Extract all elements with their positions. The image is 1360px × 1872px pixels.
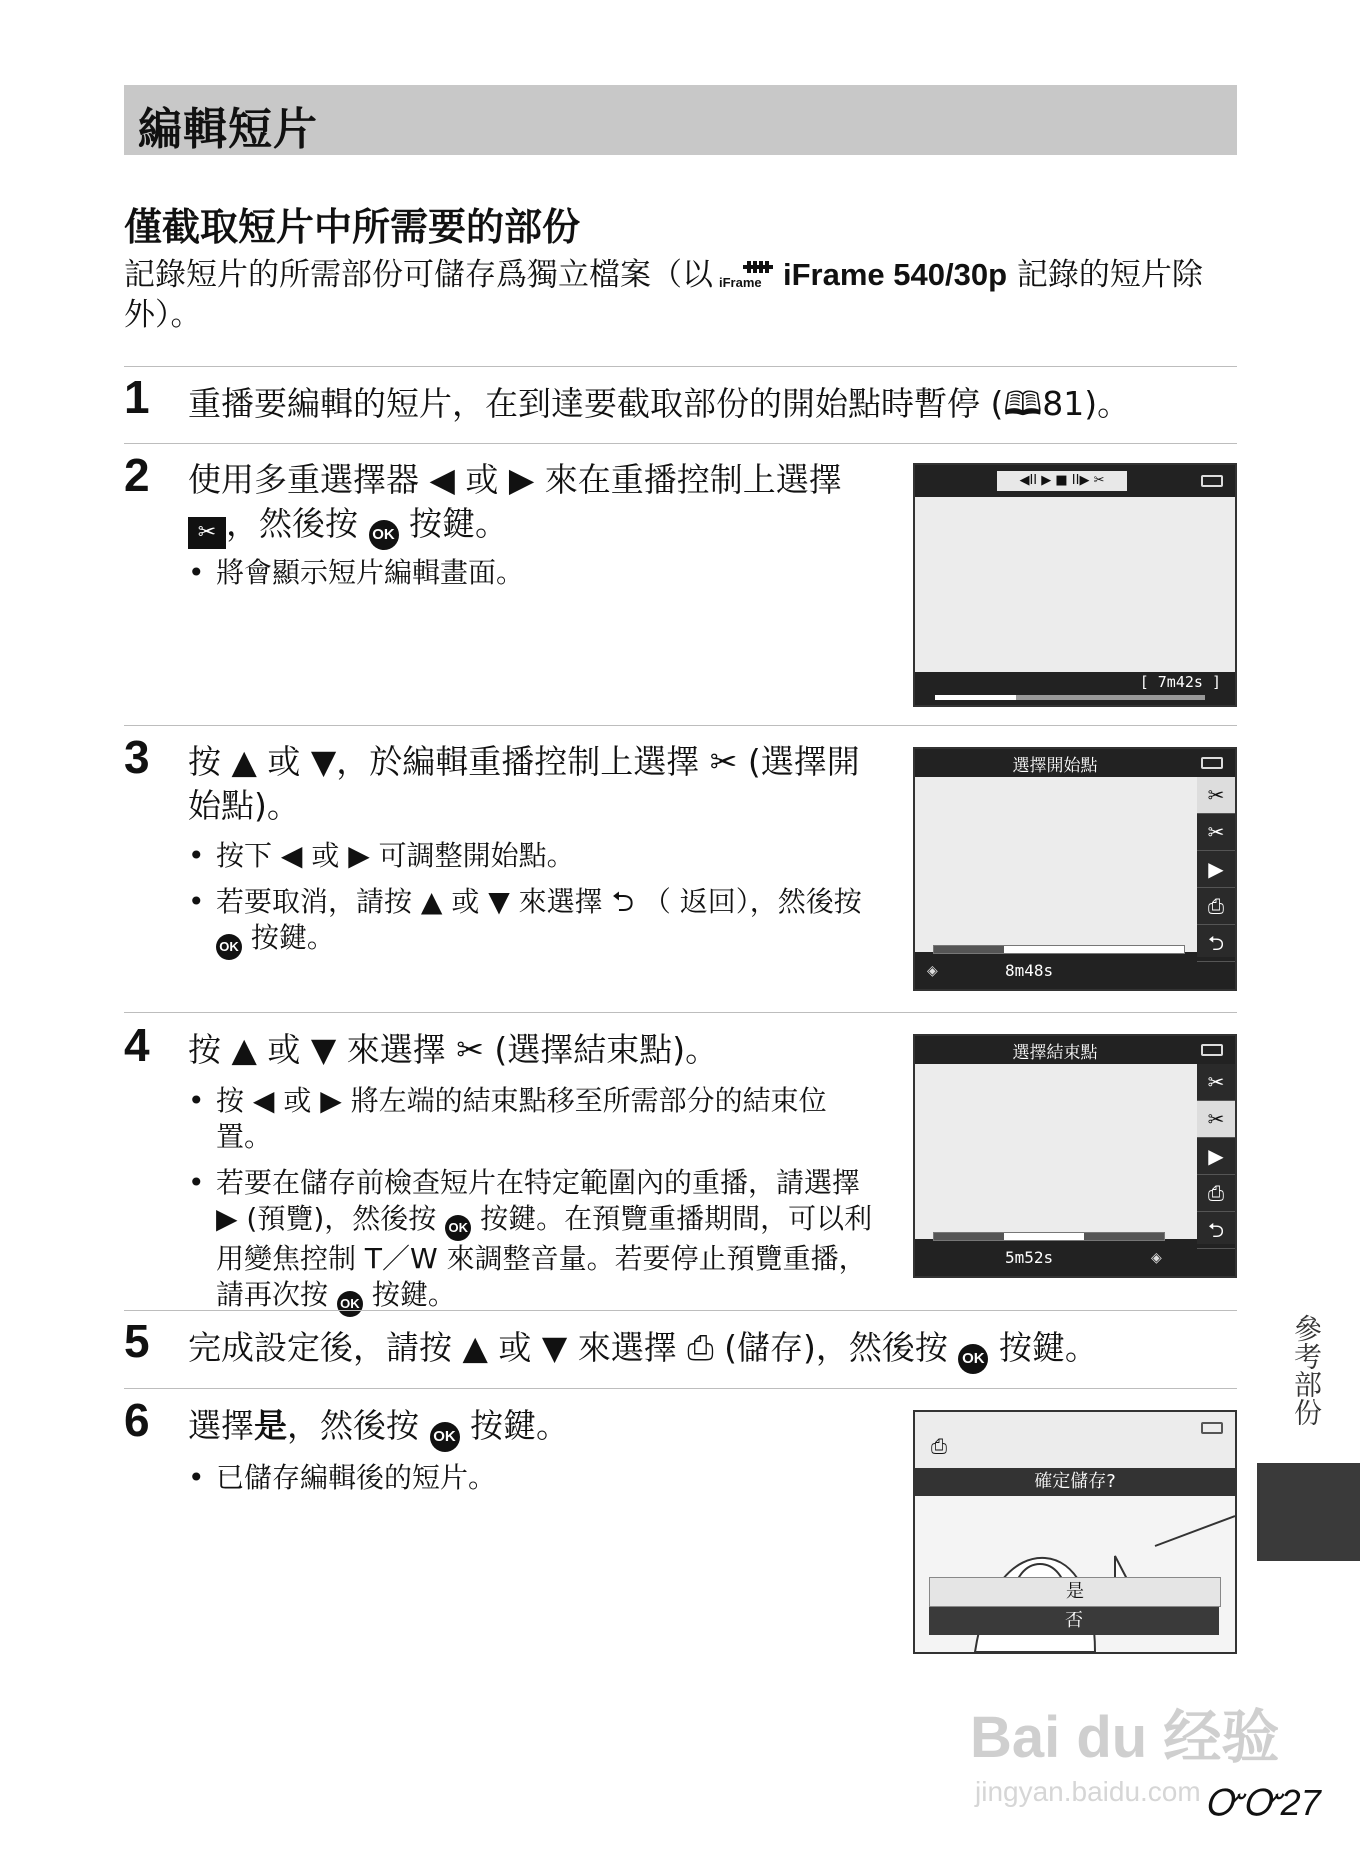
screen-title: 選擇開始點	[1012, 756, 1098, 776]
book-icon: 🕮	[1003, 384, 1043, 423]
step-2-bullets	[188, 555, 868, 601]
battery-icon	[1201, 757, 1223, 769]
edit-side-menu	[1197, 1064, 1235, 1244]
dial-icon: ◈	[1151, 1250, 1162, 1266]
ok-button-icon: OK	[216, 934, 242, 960]
save-icon: ⎙	[931, 1434, 947, 1458]
back-icon: ⮌	[1197, 1212, 1235, 1249]
divider	[124, 725, 1237, 726]
divider	[124, 1388, 1237, 1389]
step-number: 3	[124, 731, 150, 783]
step-1-text: 重播要編輯的短片，在到達要截取部份的開始點時暫停 (🕮81)。	[188, 384, 1131, 423]
preview-icon: ▶	[1197, 851, 1235, 888]
step-number: 1	[124, 371, 150, 423]
playback-controls: ◀II ▶ ■ II▶ ✂	[997, 471, 1127, 491]
divider	[124, 1310, 1237, 1311]
intro-paragraph	[124, 255, 1239, 335]
step-number: 2	[124, 449, 150, 501]
step-number: 4	[124, 1019, 150, 1071]
step-4-bullets	[188, 1083, 878, 1327]
camera-screen-end-point	[913, 1034, 1237, 1278]
save-icon: ⎙	[1197, 888, 1235, 925]
camera-screen-start-point	[913, 747, 1237, 991]
divider	[124, 366, 1237, 367]
trim-bar	[933, 1232, 1165, 1241]
step-number: 6	[124, 1394, 150, 1446]
trim-bar	[933, 945, 1185, 954]
step-6-text: 選擇是，然後按 OK 按鍵。	[188, 1404, 888, 1452]
thumb-index-tab	[1257, 1463, 1360, 1561]
step-4-text: 按 ▲ 或 ▼ 來選擇 ✂ (選擇結束點)。	[188, 1030, 719, 1069]
screen-title: 選擇結束點	[1012, 1043, 1098, 1063]
step-2-text: 使用多重選擇器 ◀ 或 ▶ 來在重播控制上選擇 ✂ ，然後按 OK 按鍵。	[188, 458, 878, 550]
screen-image-area	[915, 1064, 1197, 1239]
ok-button-icon: OK	[958, 1344, 988, 1374]
dial-icon: ◈	[927, 963, 938, 979]
divider	[124, 1012, 1237, 1013]
screen-image-area	[915, 777, 1197, 952]
intro-mode: iFrame 540/30p	[783, 257, 1008, 292]
step-3-text: 按 ▲ 或 ▼，於編輯重播控制上選擇 ✂ (選擇開始點)。	[188, 742, 860, 825]
step-3-bullets	[188, 838, 878, 970]
back-icon: ⮌	[1197, 925, 1235, 962]
step-6-bullets	[188, 1460, 878, 1506]
scissors-icon: ✂	[188, 517, 226, 549]
page-number: ᏅᏅ27	[1205, 1782, 1321, 1823]
bullet: • 將會顯示短片編輯畫面。	[188, 555, 868, 591]
end-point-icon: ✂	[1197, 814, 1235, 851]
chapter-title: 編輯短片	[138, 104, 318, 155]
camera-screen-save-confirm	[913, 1410, 1237, 1654]
divider	[124, 443, 1237, 444]
bullet: • 已儲存編輯後的短片。	[188, 1460, 878, 1496]
battery-icon	[1201, 1422, 1223, 1434]
intro-pre: 記錄短片的所需部份可儲存爲獨立檔案（以	[124, 257, 713, 293]
progress-track	[935, 695, 1205, 700]
watermark-logo: Bai du 经验	[970, 1705, 1280, 1770]
screen-time: 5m52s	[1005, 1248, 1054, 1267]
chapter-header	[124, 85, 1237, 155]
start-point-icon: ✂	[1197, 1064, 1235, 1101]
svg-text:iFrame: iFrame	[719, 275, 762, 289]
section-title: 僅截取短片中所需要的部份	[124, 205, 581, 249]
step-number: 5	[124, 1315, 150, 1367]
battery-icon	[1201, 475, 1223, 487]
ok-button-icon: OK	[430, 1422, 460, 1452]
bullet: • 按 ◀ 或 ▶ 將左端的結束點移至所需部分的結束位置。	[188, 1083, 878, 1155]
intro-post: 記錄的短片除外）。	[124, 257, 1203, 333]
save-icon: ⎙	[1197, 1175, 1235, 1212]
no-option[interactable]: 否	[929, 1607, 1219, 1635]
progress-fill	[935, 695, 1016, 700]
watermark-url: jingyan.baidu.com	[975, 1776, 1201, 1807]
start-point-icon: ✂	[1197, 777, 1235, 814]
end-point-icon: ✂	[1197, 1101, 1235, 1138]
ok-button-icon: OK	[445, 1215, 471, 1241]
bullet: • 若要在儲存前檢查短片在特定範圍內的重播，請選擇 ▶ (預覽)，然後按 OK 按鍵。在預覽重播期間，可以利用變焦控制 T／W 來調整音量。若要停止預覽重播，請再次按 OK 按鍵。	[188, 1165, 878, 1317]
yes-option[interactable]: 是	[929, 1577, 1221, 1607]
bullet: • 按下 ◀ 或 ▶ 可調整開始點。	[188, 838, 878, 874]
preview-icon: ▶	[1197, 1138, 1235, 1175]
screen-time: 8m48s	[1005, 961, 1054, 980]
camera-screen-playback	[913, 463, 1237, 707]
bullet: • 若要取消，請按 ▲ 或 ▼ 來選擇 ⮌ （ 返回），然後按 OK 按鍵。	[188, 884, 878, 960]
section-side-label: 參考部份	[1290, 1314, 1323, 1426]
battery-icon	[1201, 1044, 1223, 1056]
screen-time: [ 7m42s ]	[1139, 673, 1221, 691]
ok-button-icon: OK	[369, 520, 399, 550]
save-prompt: 確定儲存?	[915, 1468, 1235, 1496]
iframe-icon	[717, 259, 779, 289]
screen-image-area	[915, 497, 1235, 672]
step-5-text: 完成設定後，請按 ▲ 或 ▼ 來選擇 ⎙ (儲存)，然後按 OK 按鍵。	[188, 1326, 1188, 1374]
edit-side-menu	[1197, 777, 1235, 957]
ok-button-icon: OK	[337, 1291, 363, 1317]
